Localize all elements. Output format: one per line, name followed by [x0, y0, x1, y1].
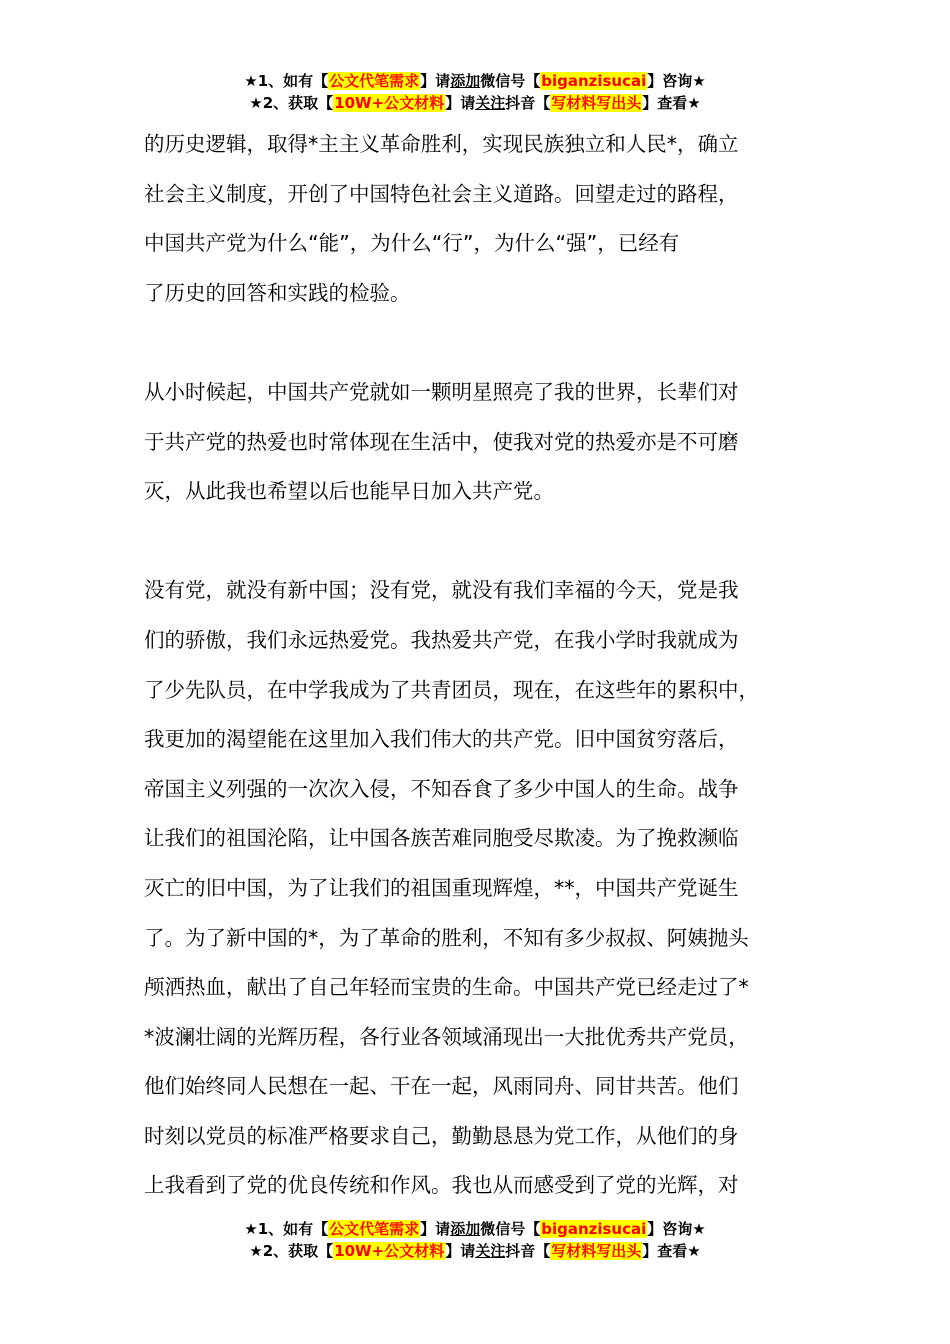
banner-highlight: 公文代笔需求 — [329, 1220, 420, 1238]
banner-highlight: 公文代笔需求 — [329, 72, 420, 90]
banner-highlight: biganzisucai — [541, 1220, 647, 1238]
text-line: 让我们的祖国沦陷，让中国各族苦难同胞受尽欺凌。为了挽救濒临 — [144, 826, 739, 851]
banner-text: 】查看★ — [642, 94, 701, 112]
banner-text: 】查看★ — [642, 1242, 701, 1260]
banner-line-1 — [0, 70, 950, 92]
banner-highlight: 10W+公文材料 — [334, 94, 445, 112]
banner-text: 】请 — [420, 1220, 451, 1238]
banner-highlight: biganzisucai — [541, 72, 647, 90]
banner-text: 】咨询★ — [647, 1220, 706, 1238]
banner-line-1 — [0, 1218, 950, 1240]
paragraph-gap — [144, 517, 824, 567]
text-line: 他们始终同人民想在一起、干在一起，风雨同舟、同甘共苦。他们 — [144, 1074, 739, 1099]
text-line: 了历史的回答和实践的检验。 — [144, 280, 411, 305]
text-line: *波澜壮阔的光辉历程，各行业各领域涌现出一大批优秀共产党员， — [144, 1024, 749, 1049]
banner-text: 】咨询★ — [647, 72, 706, 90]
text-line: 没有党，就没有新中国；没有党，就没有我们幸福的今天，党是我 — [144, 578, 739, 603]
text-line: 社会主义制度，开创了中国特色社会主义道路。回望走过的路程， — [144, 181, 739, 206]
banner-highlight: 写材料写出头 — [551, 94, 642, 112]
banner-text: 】请 — [420, 72, 451, 90]
banner-text: 微信号【 — [480, 1220, 541, 1238]
banner-highlight: 写材料写出头 — [551, 1242, 642, 1260]
banner-text: 】请 — [445, 1242, 476, 1260]
text-line: 颅洒热血，献出了自己年轻而宝贵的生命。中国共产党已经走过了* — [144, 975, 749, 1000]
text-line: 中国共产党为什么“能”，为什么“行”，为什么“强”，已经有 — [144, 231, 680, 256]
paragraph-3 — [144, 566, 824, 1211]
text-line: 灭，从此我也希望以后也能早日加入共产党。 — [144, 479, 554, 504]
banner-line-2 — [0, 1240, 950, 1262]
text-line: 的历史逻辑，取得*主主义革命胜利，实现民族独立和人民*，确立 — [144, 132, 739, 156]
banner-text: ★2、获取【 — [249, 94, 334, 112]
text-line: 上我看到了党的优良传统和作风。我也从而感受到了党的光辉，对 — [144, 1173, 739, 1198]
banner-text: ★1、如有【 — [244, 72, 329, 90]
banner-line-2 — [0, 92, 950, 114]
paragraph-1 — [144, 120, 824, 318]
text-line: 们的骄傲，我们永远热爱党。我热爱共产党，在我小学时我就成为 — [144, 627, 739, 652]
text-line: 灭亡的旧中国，为了让我们的祖国重现辉煌，**，中国共产党诞生 — [144, 875, 739, 900]
banner-text: 抖音【 — [505, 1242, 551, 1260]
text-line: 时刻以党员的标准严格要求自己，勤勤恳恳为党工作，从他们的身 — [144, 1123, 739, 1148]
banner-emphasis: 添加 — [450, 1220, 481, 1238]
banner-emphasis: 关注 — [475, 1242, 506, 1260]
paragraph-gap — [144, 318, 824, 368]
banner-emphasis: 关注 — [475, 94, 506, 112]
banner-text: 】请 — [445, 94, 476, 112]
text-line: 我更加的渴望能在这里加入我们伟大的共产党。旧中国贫穷落后， — [144, 727, 739, 752]
banner-text: 抖音【 — [505, 94, 551, 112]
banner-emphasis: 添加 — [450, 72, 481, 90]
document-body — [144, 120, 824, 1211]
banner-text: 微信号【 — [480, 72, 541, 90]
text-line: 了少先队员，在中学我成为了共青团员，现在，在这些年的累积中， — [144, 677, 759, 702]
footer-banner — [0, 1218, 950, 1262]
banner-text: ★2、获取【 — [249, 1242, 334, 1260]
banner-text: ★1、如有【 — [244, 1220, 329, 1238]
header-banner — [0, 70, 950, 114]
text-line: 于共产党的热爱也时常体现在生活中，使我对党的热爱亦是不可磨 — [144, 429, 739, 454]
paragraph-2 — [144, 368, 824, 517]
text-line: 帝国主义列强的一次次入侵，不知吞食了多少中国人的生命。战争 — [144, 776, 739, 801]
banner-highlight: 10W+公文材料 — [334, 1242, 445, 1260]
text-line: 了。为了新中国的*，为了革命的胜利，不知有多少叔叔、阿姨抛头 — [144, 925, 749, 950]
text-line: 从小时候起，中国共产党就如一颗明星照亮了我的世界，长辈们对 — [144, 379, 739, 404]
